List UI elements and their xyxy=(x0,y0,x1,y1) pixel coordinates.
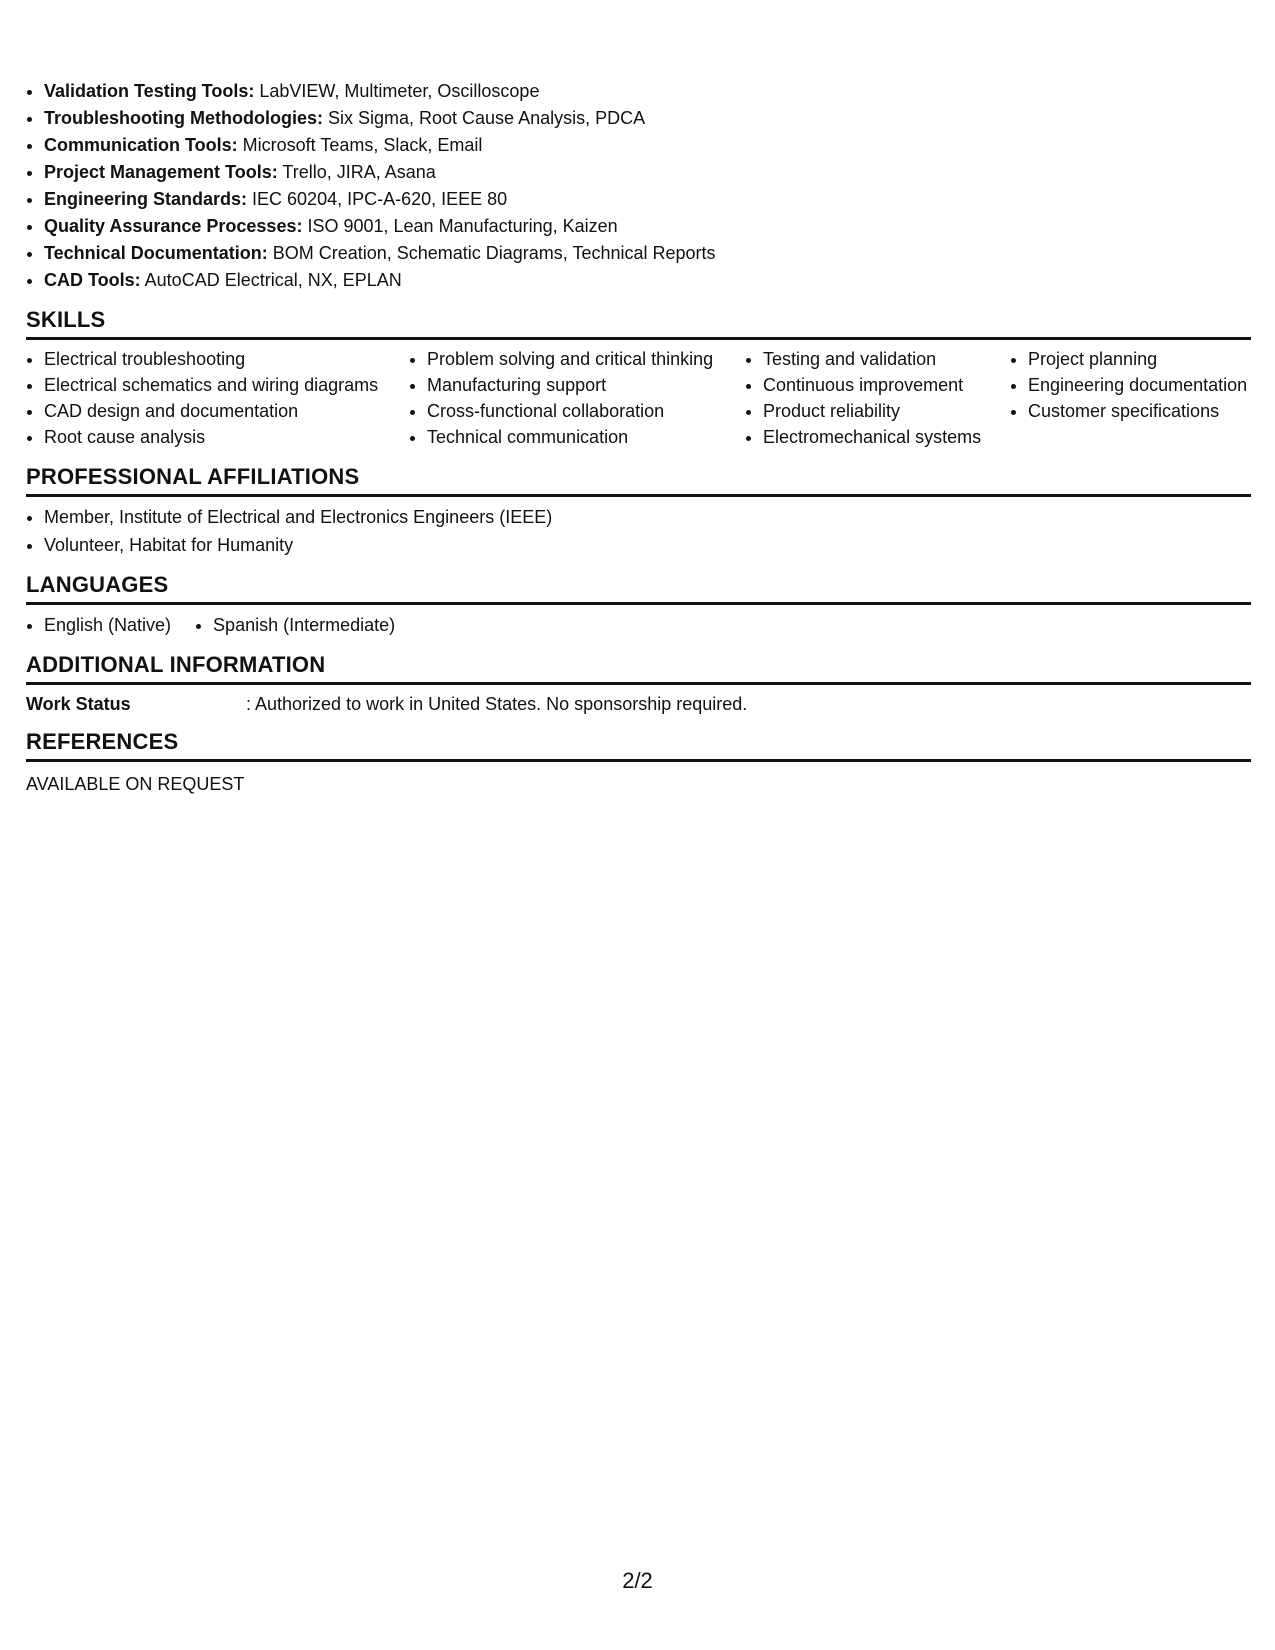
affiliation-item: • Member, Institute of Electrical and Electronics Engineers (IEEE) xyxy=(44,504,1251,531)
page-number: 2/2 xyxy=(622,1568,653,1593)
tools-item xyxy=(44,267,1251,294)
skill-item: • Engineering documentation xyxy=(1028,373,1258,397)
language-item: • English (Native) xyxy=(44,612,171,639)
tools-item-value: BOM Creation, Schematic Diagrams, Technical Reports xyxy=(267,243,716,263)
tools-item-key: Troubleshooting Methodologies: xyxy=(44,108,323,128)
skill-item: • Customer specifications xyxy=(1028,399,1258,423)
languages-row xyxy=(26,612,1251,639)
skill-item: • Manufacturing support xyxy=(427,373,745,397)
skill-item: • Continuous improvement xyxy=(763,373,1010,397)
tools-item xyxy=(44,186,1251,213)
skill-item: • Technical communication xyxy=(427,425,745,449)
skill-item: • Cross-functional collaboration xyxy=(427,399,745,423)
skills-column xyxy=(745,347,1010,451)
affiliation-item: • Volunteer, Habitat for Humanity xyxy=(44,532,1251,559)
references-heading: REFERENCES xyxy=(26,728,1251,762)
tools-item-value: AutoCAD Electrical, NX, EPLAN xyxy=(140,270,402,290)
tools-item-value: ISO 9001, Lean Manufacturing, Kaizen xyxy=(302,216,618,236)
tools-item xyxy=(44,78,1251,105)
skills-column xyxy=(26,347,409,451)
tools-item-value: Trello, JIRA, Asana xyxy=(277,162,436,182)
language-item: • Spanish (Intermediate) xyxy=(213,612,395,639)
tools-item-key: CAD Tools: xyxy=(44,270,141,290)
tools-item-key: Engineering Standards: xyxy=(44,189,248,209)
tools-item-key: Communication Tools: xyxy=(44,135,238,155)
skills-section xyxy=(26,306,1251,451)
skills-column xyxy=(1010,347,1258,451)
affiliations-section xyxy=(26,463,1251,559)
work-status-value: : Authorized to work in United States. No sponsorship required. xyxy=(246,694,748,714)
tools-item-key: Project Management Tools: xyxy=(44,162,278,182)
tools-item-value: Microsoft Teams, Slack, Email xyxy=(237,135,483,155)
work-status-row xyxy=(26,692,1251,716)
tools-list xyxy=(26,78,1251,294)
tools-item-value: Six Sigma, Root Cause Analysis, PDCA xyxy=(322,108,646,128)
additional-section xyxy=(26,651,1251,716)
tools-item-value: IEC 60204, IPC-A-620, IEEE 80 xyxy=(247,189,508,209)
skill-item: • Root cause analysis xyxy=(44,425,409,449)
tools-item-key: Validation Testing Tools: xyxy=(44,81,255,101)
references-section xyxy=(26,728,1251,796)
languages-list xyxy=(26,612,171,639)
tools-item-key: Quality Assurance Processes: xyxy=(44,216,303,236)
skill-item: • Electromechanical systems xyxy=(763,425,1010,449)
skills-column xyxy=(409,347,745,451)
tools-item-value: LabVIEW, Multimeter, Oscilloscope xyxy=(254,81,540,101)
languages-heading: LANGUAGES xyxy=(26,571,1251,605)
skill-item: • Problem solving and critical thinking xyxy=(427,347,745,371)
skills-heading: SKILLS xyxy=(26,306,1251,340)
tools-item xyxy=(44,240,1251,267)
tools-item xyxy=(44,105,1251,132)
resume-page xyxy=(26,78,1251,796)
tools-item-key: Technical Documentation: xyxy=(44,243,268,263)
tools-item xyxy=(44,132,1251,159)
skill-item: • Project planning xyxy=(1028,347,1258,371)
work-status-label: Work Status xyxy=(26,694,131,714)
languages-section xyxy=(26,571,1251,639)
affiliations-list xyxy=(26,504,1251,559)
skill-item: • Testing and validation xyxy=(763,347,1010,371)
additional-heading: ADDITIONAL INFORMATION xyxy=(26,651,1251,685)
references-text: AVAILABLE ON REQUEST xyxy=(26,774,245,794)
skill-item: • Product reliability xyxy=(763,399,1010,423)
skill-item: • Electrical schematics and wiring diagrams xyxy=(44,373,409,397)
skill-item: • CAD design and documentation xyxy=(44,399,409,423)
tools-item xyxy=(44,159,1251,186)
tools-item xyxy=(44,213,1251,240)
skills-grid xyxy=(26,347,1251,451)
languages-list xyxy=(195,612,395,639)
affiliations-heading: PROFESSIONAL AFFILIATIONS xyxy=(26,463,1251,497)
skill-item: • Electrical troubleshooting xyxy=(44,347,409,371)
